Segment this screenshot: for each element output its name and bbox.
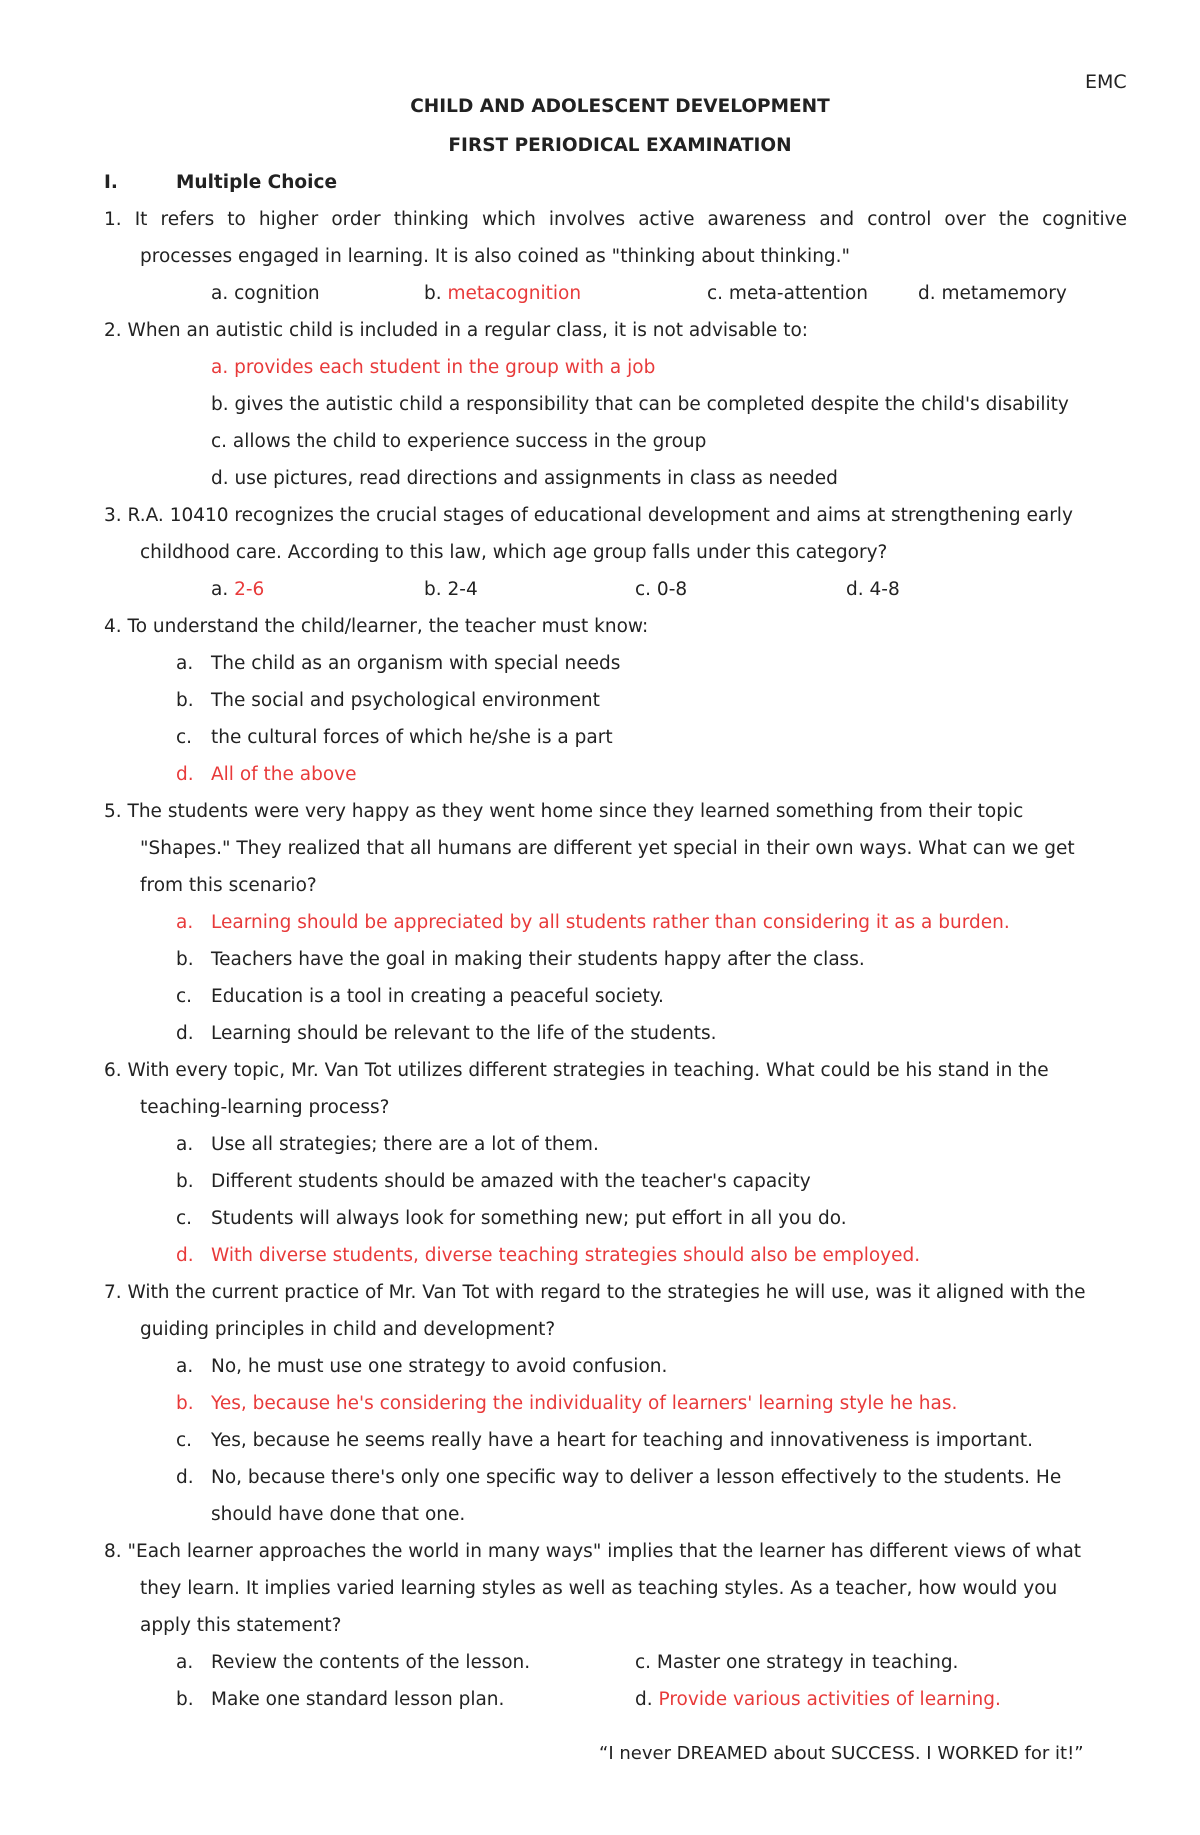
question-4-line-1: 4. To understand the child/learner, the teacher must know: [104,616,649,637]
footer-quote: “I never DREAMED about SUCCESS. I WORKED for it!” [599,1743,1084,1764]
choice-3c: c. 0-8 [635,579,688,600]
choice-7d: No, because there's only one specific way to deliver a lesson effectively to the students. He [211,1467,1062,1488]
choice-8b: Make one standard lesson plan. [211,1689,505,1710]
exam-title: CHILD AND ADOLESCENT DEVELOPMENT [410,96,830,117]
choice-4a: The child as an organism with special needs [211,653,621,674]
choice-5d: Learning should be relevant to the life of the students. [211,1023,717,1044]
question-7-line-1: 7. With the current practice of Mr. Van Tot with regard to the strategies he will use, was it aligned with the [104,1282,1086,1303]
choice-5b: Teachers have the goal in making their students happy after the class. [211,949,865,970]
correct-answer: metacognition [447,283,582,304]
choice-4c: the cultural forces of which he/she is a part [211,727,613,748]
choice-5c-letter: c. [176,986,193,1007]
choice-5b-letter: b. [176,949,194,970]
choice-3b: b. 2-4 [424,579,478,600]
choice-5a: Learning should be appreciated by all students rather than considering it as a burden. [211,912,1010,933]
choice-7d-letter: d. [176,1467,194,1488]
question-3-line-1: 3. R.A. 10410 recognizes the crucial stages of educational development and aims at strengthening early [104,505,1073,526]
question-8-line-1: 8. "Each learner approaches the world in many ways" implies that the learner has different views of what [104,1541,1082,1562]
exam-subtitle: FIRST PERIODICAL EXAMINATION [448,135,792,156]
choice-8a-letter: a. [176,1652,194,1673]
choice-4d-letter: d. [176,764,194,785]
choice-6a: Use all strategies; there are a lot of them. [211,1134,599,1155]
choice-6b: Different students should be amazed with the teacher's capacity [211,1171,811,1192]
choice-4b-letter: b. [176,690,194,711]
choice-5d-letter: d. [176,1023,194,1044]
choice-7b: Yes, because he's considering the individuality of learners' learning style he has. [211,1393,958,1414]
choice-7a: No, he must use one strategy to avoid confusion. [211,1356,668,1377]
choice-4c-letter: c. [176,727,193,748]
section-label: Multiple Choice [176,172,337,193]
choice-8c: c. Master one strategy in teaching. [635,1652,959,1673]
choice-5c: Education is a tool in creating a peaceful society. [211,986,664,1007]
question-1-line-2: processes engaged in learning. It is also coined as "thinking about thinking." [140,246,851,267]
question-5-line-2: "Shapes." They realized that all humans are different yet special in their own ways. What can we get [140,838,1075,859]
choice-4b: The social and psychological environment [211,690,600,711]
question-5-line-1: 5. The students were very happy as they went home since they learned something from their topic [104,801,1024,822]
correct-answer: 2-6 [234,579,265,600]
header-mark: EMC [1085,71,1127,93]
choice-2d: d. use pictures, read directions and assignments in class as needed [211,468,838,489]
choice-1b: b. metacognition [424,283,582,304]
question-6-line-1: 6. With every topic, Mr. Van Tot utilizes different strategies in teaching. What could be his stand in the [104,1060,1049,1081]
choice-5a-letter: a. [176,912,194,933]
choice-3a: a. 2-6 [211,579,265,600]
choice-7a-letter: a. [176,1356,194,1377]
choice-7c: Yes, because he seems really have a heart for teaching and innovativeness is important. [211,1430,1033,1451]
choice-6c-letter: c. [176,1208,193,1229]
correct-answer: Provide various activities of learning. [658,1689,1001,1710]
choice-7c-letter: c. [176,1430,193,1451]
choice-2b: b. gives the autistic child a responsibility that can be completed despite the child's disability [211,394,1069,415]
choice-1a: a. cognition [211,283,320,304]
choice-7b-letter: b. [176,1393,194,1414]
choice-1d: d. metamemory [918,283,1067,304]
question-8-line-3: apply this statement? [140,1615,342,1636]
question-5-line-3: from this scenario? [140,875,317,896]
choice-8d: d. Provide various activities of learning. [635,1689,1001,1710]
choice-6c: Students will always look for something new; put effort in all you do. [211,1208,847,1229]
choice-4d: All of the above [211,764,357,785]
choice-6d: With diverse students, diverse teaching strategies should also be employed. [211,1245,921,1266]
choice-2a: a. provides each student in the group with a job [211,357,656,378]
choice-2c: c. allows the child to experience success in the group [211,431,707,452]
question-1-line-1: 1. It refers to higher order thinking which involves active awareness and control over the cognitive [104,209,1127,230]
choice-7d-continued: should have done that one. [211,1504,466,1525]
choice-8b-letter: b. [176,1689,194,1710]
question-2-line-1: 2. When an autistic child is included in a regular class, it is not advisable to: [104,320,808,341]
choice-3d: d. 4-8 [846,579,900,600]
choice-6d-letter: d. [176,1245,194,1266]
question-3-line-2: childhood care. According to this law, which age group falls under this category? [140,542,888,563]
question-7-line-2: guiding principles in child and development? [140,1319,556,1340]
choice-6a-letter: a. [176,1134,194,1155]
question-6-line-2: teaching-learning process? [140,1097,390,1118]
choice-1c: c. meta-attention [707,283,868,304]
question-8-line-2: they learn. It implies varied learning styles as well as teaching styles. As a teacher, how would you [140,1578,1058,1599]
choice-6b-letter: b. [176,1171,194,1192]
choice-8a: Review the contents of the lesson. [211,1652,531,1673]
section-numeral: I. [104,172,118,193]
choice-4a-letter: a. [176,653,194,674]
